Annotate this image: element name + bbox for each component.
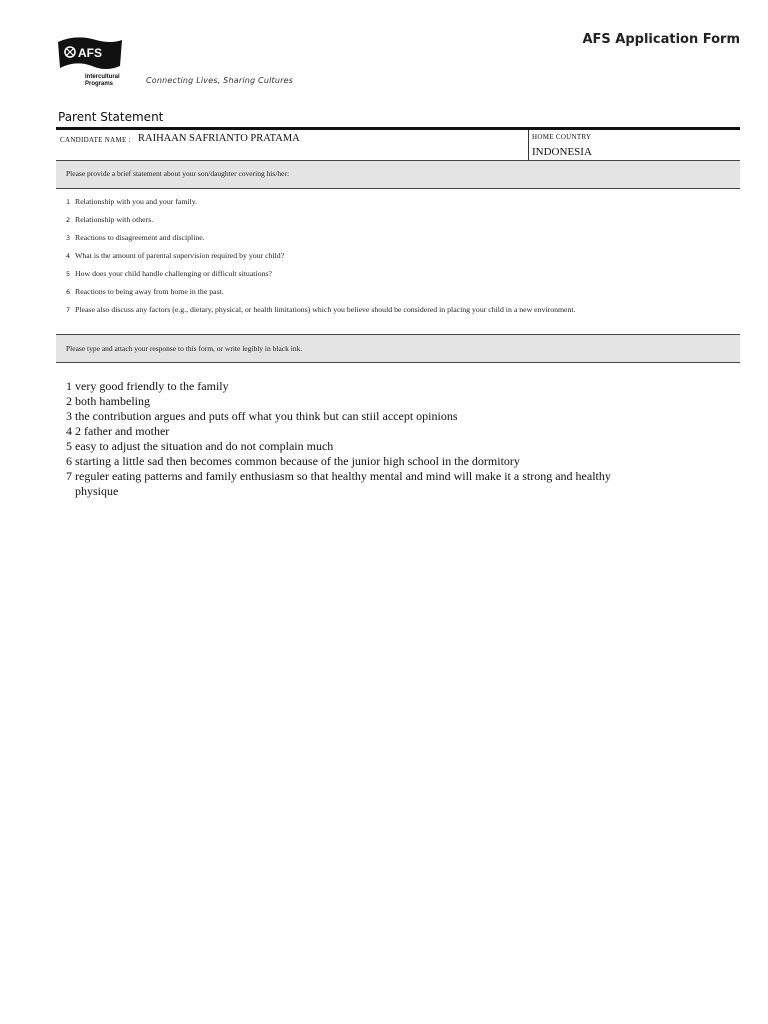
instruction-box bbox=[56, 160, 740, 189]
answer-line: 2 both hambeling bbox=[66, 394, 150, 408]
candidate-name-cell bbox=[56, 130, 528, 160]
question-item: 2 Relationship with others. bbox=[66, 215, 154, 224]
question-item: 5 How does your child handle challenging or difficult situations? bbox=[66, 269, 272, 278]
logo-subtitle: Intercultural Programs bbox=[85, 74, 120, 87]
question-item: 3 Reactions to disagreement and discipline. bbox=[66, 233, 205, 242]
home-country-value: INDONESIA bbox=[532, 146, 592, 158]
response-instruction-box bbox=[56, 334, 740, 363]
response-instruction-text: Please type and attach your response to this form, or write legibly in black ink. bbox=[66, 344, 303, 353]
candidate-row bbox=[56, 130, 740, 160]
question-item: 1 Relationship with you and your family. bbox=[66, 197, 198, 206]
form-title: AFS Application Form bbox=[582, 32, 740, 47]
answer-line: 5 easy to adjust the situation and do not complain much bbox=[66, 439, 334, 453]
afs-logo bbox=[56, 36, 126, 92]
answer-line: 6 starting a little sad then becomes common because of the junior high school in the dormitory bbox=[66, 454, 520, 468]
answer-line: 7 reguler eating patterns and family enthusiasm so that healthy mental and mind will make it a strong and healthy bbox=[66, 469, 611, 483]
home-country-label: HOME COUNTRY bbox=[532, 133, 592, 141]
answer-line: physique bbox=[75, 484, 119, 498]
section-title: Parent Statement bbox=[58, 110, 164, 124]
logo-text: AFS bbox=[78, 46, 102, 60]
candidate-name-value: RAIHAAN SAFRIANTO PRATAMA bbox=[138, 133, 300, 144]
tagline: Connecting Lives, Sharing Cultures bbox=[146, 76, 294, 85]
answer-line: 1 very good friendly to the family bbox=[66, 379, 229, 393]
question-item: 4 What is the amount of parental supervision required by your child? bbox=[66, 251, 285, 260]
candidate-name-label: CANDIDATE NAME : bbox=[60, 136, 131, 144]
afs-flag-icon bbox=[56, 36, 124, 72]
cell-divider bbox=[528, 130, 529, 160]
instruction-text: Please provide a brief statement about your son/daughter covering his/her: bbox=[66, 169, 290, 178]
question-item: 7 Please also discuss any factors (e.g., dietary, physical, or health limitations) which you believe should be considered in placing your child in a new environment. bbox=[66, 305, 576, 314]
question-item: 6 Reactions to being away from home in the past. bbox=[66, 287, 224, 296]
answer-line: 4 2 father and mother bbox=[66, 424, 170, 438]
answer-line: 3 the contribution argues and puts off what you think but can stiil accept opinions bbox=[66, 409, 458, 423]
